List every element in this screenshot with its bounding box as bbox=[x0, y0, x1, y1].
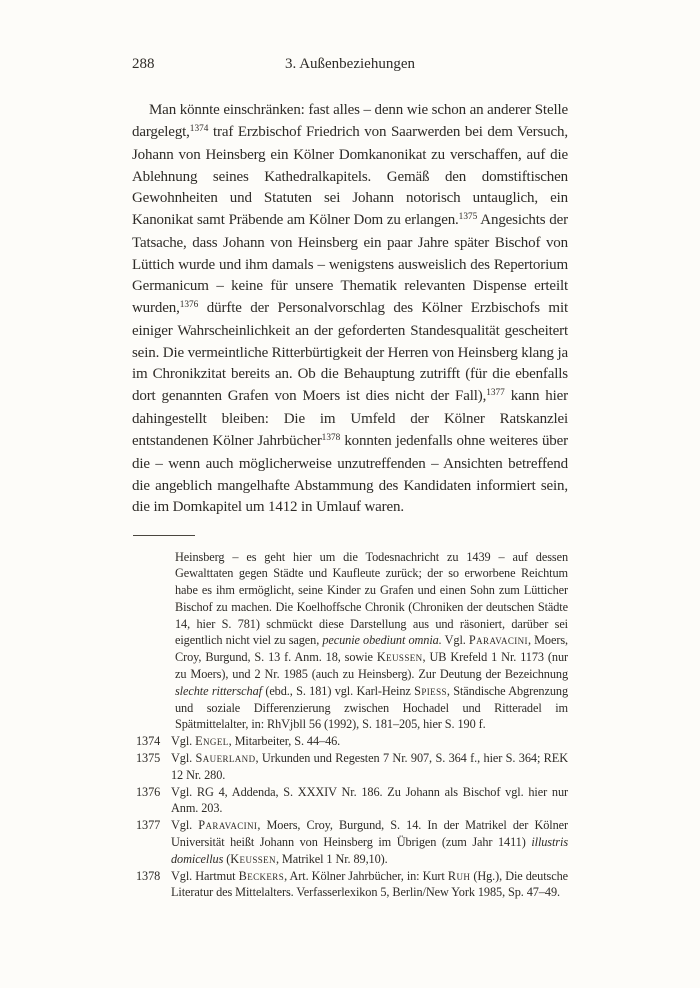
text-segment: , Matrikel 1 Nr. 89,10). bbox=[275, 851, 388, 866]
footnote-item bbox=[132, 750, 568, 784]
text-segment: illustris domicellus bbox=[171, 835, 568, 866]
footnote-item bbox=[132, 784, 568, 818]
page-header bbox=[132, 56, 568, 76]
footnote-text bbox=[171, 784, 568, 818]
footnote-text bbox=[171, 750, 568, 784]
text-segment: Vgl. Hartmut bbox=[171, 868, 239, 883]
text-segment: Engel bbox=[195, 734, 229, 749]
text-segment: Ruh bbox=[447, 868, 471, 883]
text-segment: (Hg.), Die deutsche Literatur des Mittelalters. Verfasserlexikon 5, Berlin/New York 1985, Sp. 47–49. bbox=[171, 868, 568, 900]
footnote-item bbox=[132, 868, 568, 902]
text-segment: Spiess bbox=[414, 683, 447, 698]
text-segment: Vgl. bbox=[441, 633, 469, 648]
text-segment: 1378 bbox=[321, 433, 341, 444]
text-segment: 1375 bbox=[458, 212, 478, 223]
footnote-text bbox=[171, 868, 568, 902]
text-segment: , Moers, Croy, Burgund, S. 13 f. Anm. 18, sowie bbox=[175, 633, 568, 665]
text-segment: Paravacini bbox=[468, 633, 528, 648]
footnote-text bbox=[171, 817, 568, 867]
text-segment: Vgl. bbox=[171, 734, 196, 749]
text-segment: , UB Krefeld 1 Nr. 1173 (nur zu Moers), und 2 Nr. 1985 (auch zu Heinsberg). Zur Deutung der Bezeichnung bbox=[175, 650, 568, 682]
text-segment: , Art. Kölner Jahrbücher, in: Kurt bbox=[284, 868, 448, 883]
text-segment: ( bbox=[223, 851, 231, 866]
text-segment: Vgl. bbox=[171, 818, 199, 833]
text-segment: Vgl. bbox=[171, 751, 196, 766]
text-segment: Keussen bbox=[376, 650, 423, 665]
text-segment: Keussen bbox=[230, 851, 276, 866]
text-segment: dürfte der Personalvorschlag des Kölner Erzbischofs mit einiger Wahrscheinlichkeit an der geforderten Standesqualität gescheitert sein. Die vermeintliche Ritterbürtigkeit der Herren von Heinsberg klang ja im Chronikzitat bereits an. Ob die Behauptung zutrifft (für die ebenfalls dort genannten Grafen von Moers ist dies nicht der Fall), bbox=[132, 299, 568, 404]
footnote-text bbox=[171, 733, 568, 750]
text-segment: Vgl. RG 4, Addenda, S. XXXIV Nr. 186. Zu Johann als Bischof vgl. hier nur Anm. 203. bbox=[171, 784, 568, 816]
text-segment: traf Erzbischof Friedrich von Saarwerden bei dem Versuch, Johann von Heinsberg ein Kölner Domkanonikat zu verschaffen, auf die Ablehnung seines Kathedralkapitels. Gemäß den domstiftischen Gewohnheiten und Statuten sei Johann notorisch untauglich, ein Kanonikat samt Präbende am Kölner Dom zu erlangen. bbox=[132, 123, 568, 228]
footnote-number: 1375 bbox=[136, 751, 161, 766]
body-paragraph bbox=[132, 100, 568, 519]
footnotes-section bbox=[132, 549, 568, 902]
text-segment: konnten jedenfalls ohne weiteres über die – wenn auch möglicherweise unzutreffenden – Ansichten betreffend die angeblich mangelhafte Abstammung des Kandidaten informiert sein, die im Domkapitel um 1412 in Umlauf waren. bbox=[132, 432, 568, 515]
text-segment: Beckers bbox=[238, 868, 285, 883]
text-segment: , Ständische Abgrenzung und soziale Differenzierung zwischen Hochadel und Ritteradel im Spätmittelalter, in: RhVjbll 56 (1992), S. 181–205, hier S. 190 f. bbox=[175, 683, 568, 732]
footnote-continuation bbox=[175, 549, 568, 734]
text-segment: Paravacini bbox=[198, 818, 258, 833]
text-segment: , Mitarbeiter, S. 44–46. bbox=[228, 734, 341, 749]
text-segment: Heinsberg – es geht hier um die Todesnachricht zu 1439 – auf dessen Gewalttaten gegen Städte und Kaufleute zurück; der so erworbene Reichtum habe es ihm ermöglicht, seine Kinder zu Grafen und einen Sohn zum Lütticher Bischof zu machen. Die Koelhoffsche Chronik (Chroniken der deutschen Städte 14, hier S. 781) schmückt diese Darstellung aus und räsoniert, darüber sei eigentlich nicht viel zu sagen, bbox=[175, 549, 568, 648]
running-header: 3. Außenbeziehungen bbox=[285, 56, 415, 72]
text-segment: (ebd., S. 181) vgl. Karl-Heinz bbox=[261, 683, 415, 698]
text-segment: Man könnte einschränken: fast alles – denn wie schon an anderer Stelle dargelegt, bbox=[132, 102, 568, 140]
footnote-number: 1376 bbox=[136, 784, 161, 799]
text-segment: 1374 bbox=[189, 124, 209, 135]
text-segment: kann hier dahingestellt bleiben: Die im Umfeld der Kölner Ratskanzlei entstandenen Kölner Jahrbücher bbox=[132, 387, 568, 449]
footnote-item bbox=[132, 733, 568, 750]
text-segment: slechte ritterschaf bbox=[175, 683, 262, 698]
text-segment: 1377 bbox=[486, 388, 505, 399]
text-segment: , Urkunden und Regesten 7 Nr. 907, S. 364 f., hier S. 364; REK 12 Nr. 280. bbox=[171, 751, 568, 782]
text-segment: Angesichts der Tatsache, dass Johann von Heinsberg ein paar Jahre später Bischof von Lüttich wurde und ihm damals – wenigstens ausweislich des Repertorium Germanicum – keine für unsere Thematik relevanten Dispense erteilt wurden, bbox=[132, 211, 569, 316]
footnote-number: 1378 bbox=[136, 868, 161, 883]
text-segment: pecunie obediunt omnia. bbox=[322, 633, 442, 648]
footnote-number: 1377 bbox=[136, 818, 161, 833]
text-segment: 1376 bbox=[179, 300, 199, 311]
text-segment: Sauerland bbox=[195, 751, 256, 766]
footnote-separator bbox=[133, 535, 195, 536]
text-segment: , Moers, Croy, Burgund, S. 14. In der Matrikel der Kölner Universität heißt Johann von Heinsberg im Übrigen (zum Jahr 1411) bbox=[171, 818, 568, 850]
footnote-number: 1374 bbox=[136, 734, 161, 749]
page-number: 288 bbox=[132, 56, 155, 72]
footnote-item bbox=[132, 817, 568, 867]
footnote-list bbox=[132, 733, 568, 901]
